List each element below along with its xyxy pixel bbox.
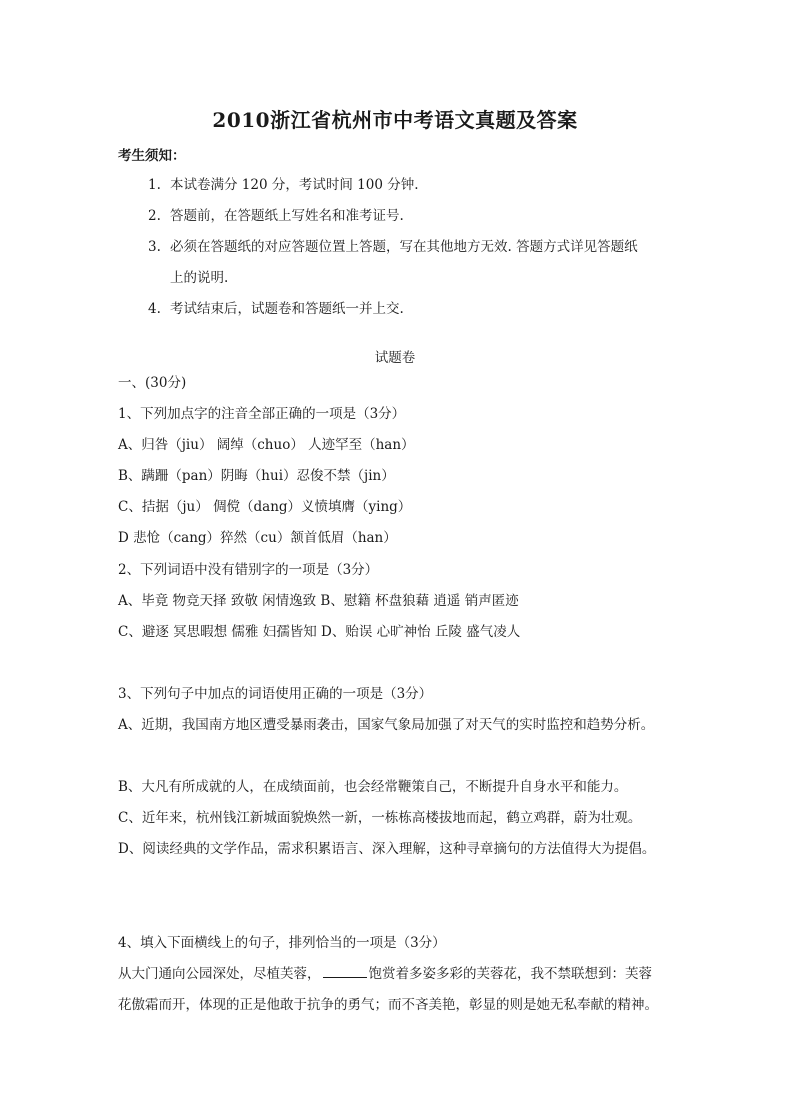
part-one-heading: 一、(30分) [118,375,187,391]
notice-item-number: 2. [148,208,161,224]
passage-text: 饱赏着多姿多彩的芙蓉花，我不禁联想到：芙蓉 [368,966,652,982]
passage-text: 从大门通向公园深处，尽植芙蓉， [118,966,321,982]
notice-item-number: 3. [148,239,161,255]
notice-item-number: 1. [148,177,161,193]
notice-item-3-continued: 上的说明. [170,270,229,286]
notice-item-1 [148,176,419,194]
notice-item-text: 答题前，在答题纸上写姓名和准考证号. [170,208,404,224]
question-3-option-d: D、阅读经典的文学作品，需求积累语言、深入理解，这种寻章摘句的方法值得大为提倡。 [118,841,656,857]
notice-item-4 [148,300,404,318]
notice-heading: 考生须知： [118,148,186,164]
notice-item-number: 4. [148,301,161,317]
question-3-option-c: C、近年来，杭州钱江新城面貌焕然一新，一栋栋高楼拔地而起，鹤立鸡群，蔚为壮观。 [118,810,642,826]
page-title: 2010浙江省杭州市中考语文真题及答案 [212,108,578,132]
notice-item-text: 必须在答题纸的对应答题位置上答题，写在其他地方无效. 答题方式详见答题纸 [170,239,638,255]
notice-item-3 [148,238,638,256]
question-4-stem: 4、填入下面横线上的句子，排列恰当的一项是（3分） [118,935,446,951]
question-3-option-a: A、近期，我国南方地区遭受暴雨袭击，国家气象局加强了对天气的实时监控和趋势分析。 [118,717,655,733]
question-4-passage-line-1 [118,965,652,983]
question-1-option-c: C、拮据（ju） 倜傥（dang）义愤填膺（ying） [118,499,412,515]
notice-item-text: 本试卷满分 120 分，考试时间 100 分钟. [170,177,419,193]
question-2-stem: 2、下列词语中没有错别字的一项是（3分） [118,562,379,578]
question-3-stem: 3、下列句子中加点的词语使用正确的一项是（3分） [118,686,433,702]
question-3-option-b: B、大凡有所成就的人，在成绩面前，也会经常鞭策自己，不断提升自身水平和能力。 [118,779,628,795]
question-1-option-a: A、归咎（jiu） 阔绰（chuo） 人迹罕至（han） [118,437,415,453]
fill-in-blank [323,965,367,978]
question-1-stem: 1、下列加点字的注音全部正确的一项是（3分） [118,406,406,422]
question-2-options-cd: C、避逐 冥思暇想 儒雅 妇孺皆知 D、贻误 心旷神怡 丘陵 盛气凌人 [118,624,521,640]
section-title: 试题卷 [374,350,416,366]
notice-item-2 [148,207,404,225]
question-4-passage-line-2: 花傲霜而开，体现的正是他敢于抗争的勇气；而不吝美艳，彰显的则是她无私奉献的精神。 [118,997,658,1013]
notice-item-text: 考试结束后，试题卷和答题纸一并上交. [170,301,404,317]
question-1-option-d: D 悲怆（cang）猝然（cu）颔首低眉（han） [118,530,397,546]
question-2-options-ab: A、毕竟 物竞天择 致敬 闲情逸致 B、慰籍 杯盘狼藉 逍遥 销声匿迹 [118,593,519,609]
question-1-option-b: B、蹒跚（pan）阴晦（hui）忍俊不禁（jin） [118,468,395,484]
